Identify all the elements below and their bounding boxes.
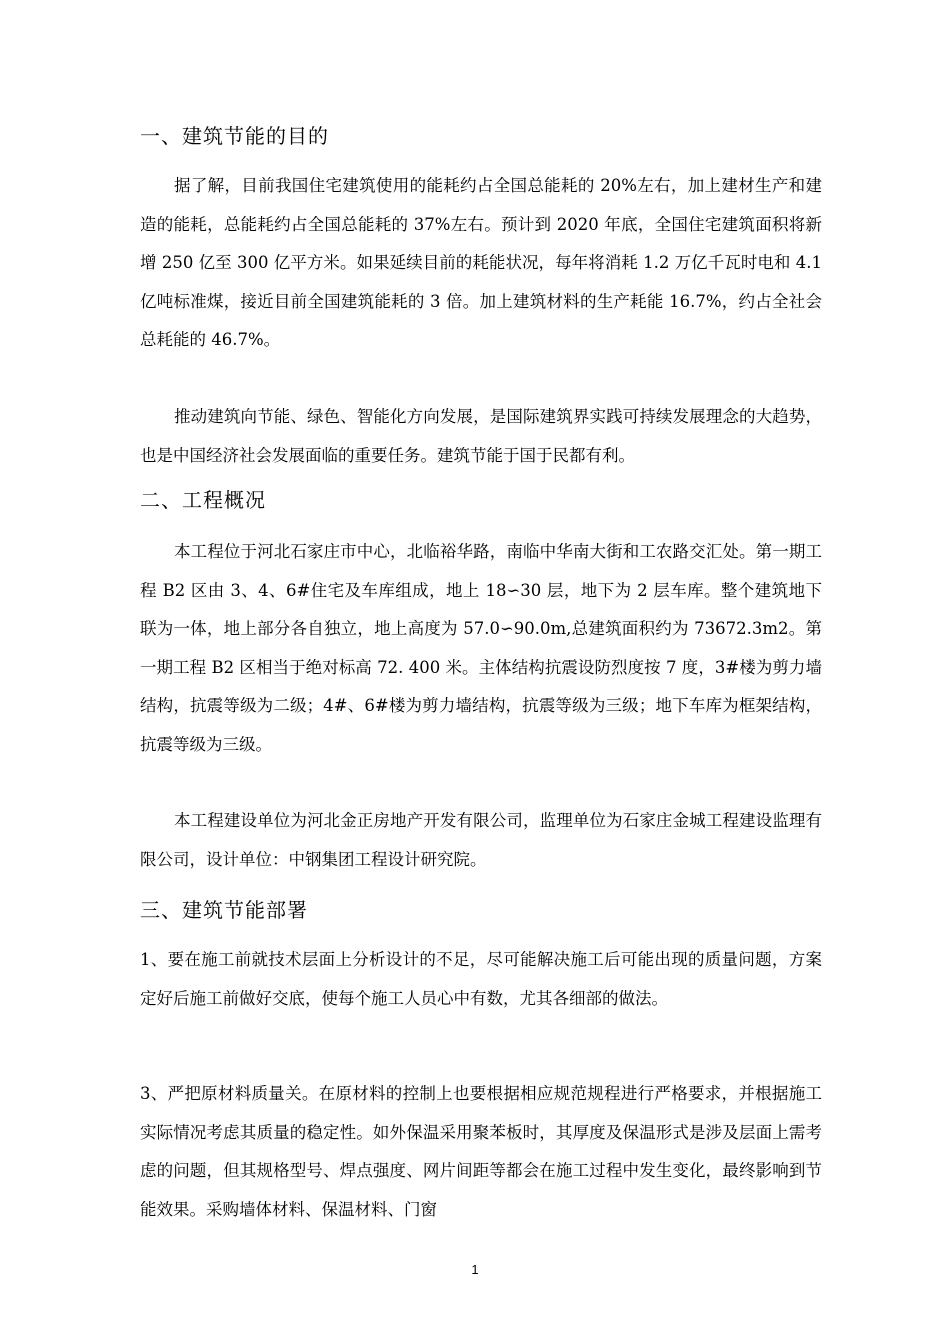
- paragraph-2-2: 本工程建设单位为河北金正房地产开发有限公司，监理单位为石家庄金城工程建设监理有限公司，设计单位：中钢集团工程设计研究院。: [140, 811, 822, 869]
- paragraph-1-1: 据了解，目前我国住宅建筑使用的能耗约占全国总能耗的 20%左右，加上建材生产和建造的能耗，总能耗约占全国总能耗的 37%左右。预计到 2020 年底，全国住宅建筑面积将新增 250 亿至 300 亿平方米。如果延续目前的耗能状况，每年将消耗 1.2 万亿千瓦时电和 4.1 亿吨标准煤，接近目前全国建筑能耗的 3 倍。加上建筑材料的生产耗能 16.7%，约占全社会总耗能的 46.7%。: [140, 176, 822, 349]
- section-heading-2: 二、工程概况: [140, 488, 266, 512]
- paragraph-2-1: 本工程位于河北石家庄市中心，北临裕华路，南临中华南大街和工农路交汇处。第一期工程 B2 区由 3、4、6#住宅及车库组成，地上 18∽30 层，地下为 2 层车库。整个建筑地下联为一体，地上部分各自独立，地上高度为 57.0∽90.0m,总建筑面积约为 73672.3m2。第一期工程 B2 区相当于绝对标高 72. 400 米。主体结构抗震设防烈度按 7 度，3#楼为剪力墙结构，抗震等级为二级；4#、6#楼为剪力墙结构，抗震等级为三级；地下车库为框架结构，抗震等级为三级。: [140, 542, 822, 754]
- paragraph-3-2: 3、严把原材料质量关。在原材料的控制上也要根据相应规范规程进行严格要求，并根据施工实际情况考虑其质量的稳定性。如外保温采用聚苯板时，其厚度及保温形式是涉及层面上需考虑的问题，但其规格型号、焊点强度、网片间距等都会在施工过程中发生变化，最终影响到节能效果。采购墙体材料、保温材料、门窗: [140, 1084, 822, 1219]
- section-heading-3: 三、建筑节能部署: [140, 898, 308, 922]
- page-number: 1: [471, 1262, 479, 1277]
- section-heading-1: 一、建筑节能的目的: [140, 124, 329, 148]
- paragraph-1-2: 推动建筑向节能、绿色、智能化方向发展，是国际建筑界实践可持续发展理念的大趋势，也是中国经济社会发展面临的重要任务。建筑节能于国于民都有利。: [140, 407, 822, 465]
- paragraph-3-1: 1、要在施工前就技术层面上分析设计的不足，尽可能解决施工后可能出现的质量问题，方案定好后施工前做好交底，使每个施工人员心中有数，尤其各细部的做法。: [140, 950, 822, 1008]
